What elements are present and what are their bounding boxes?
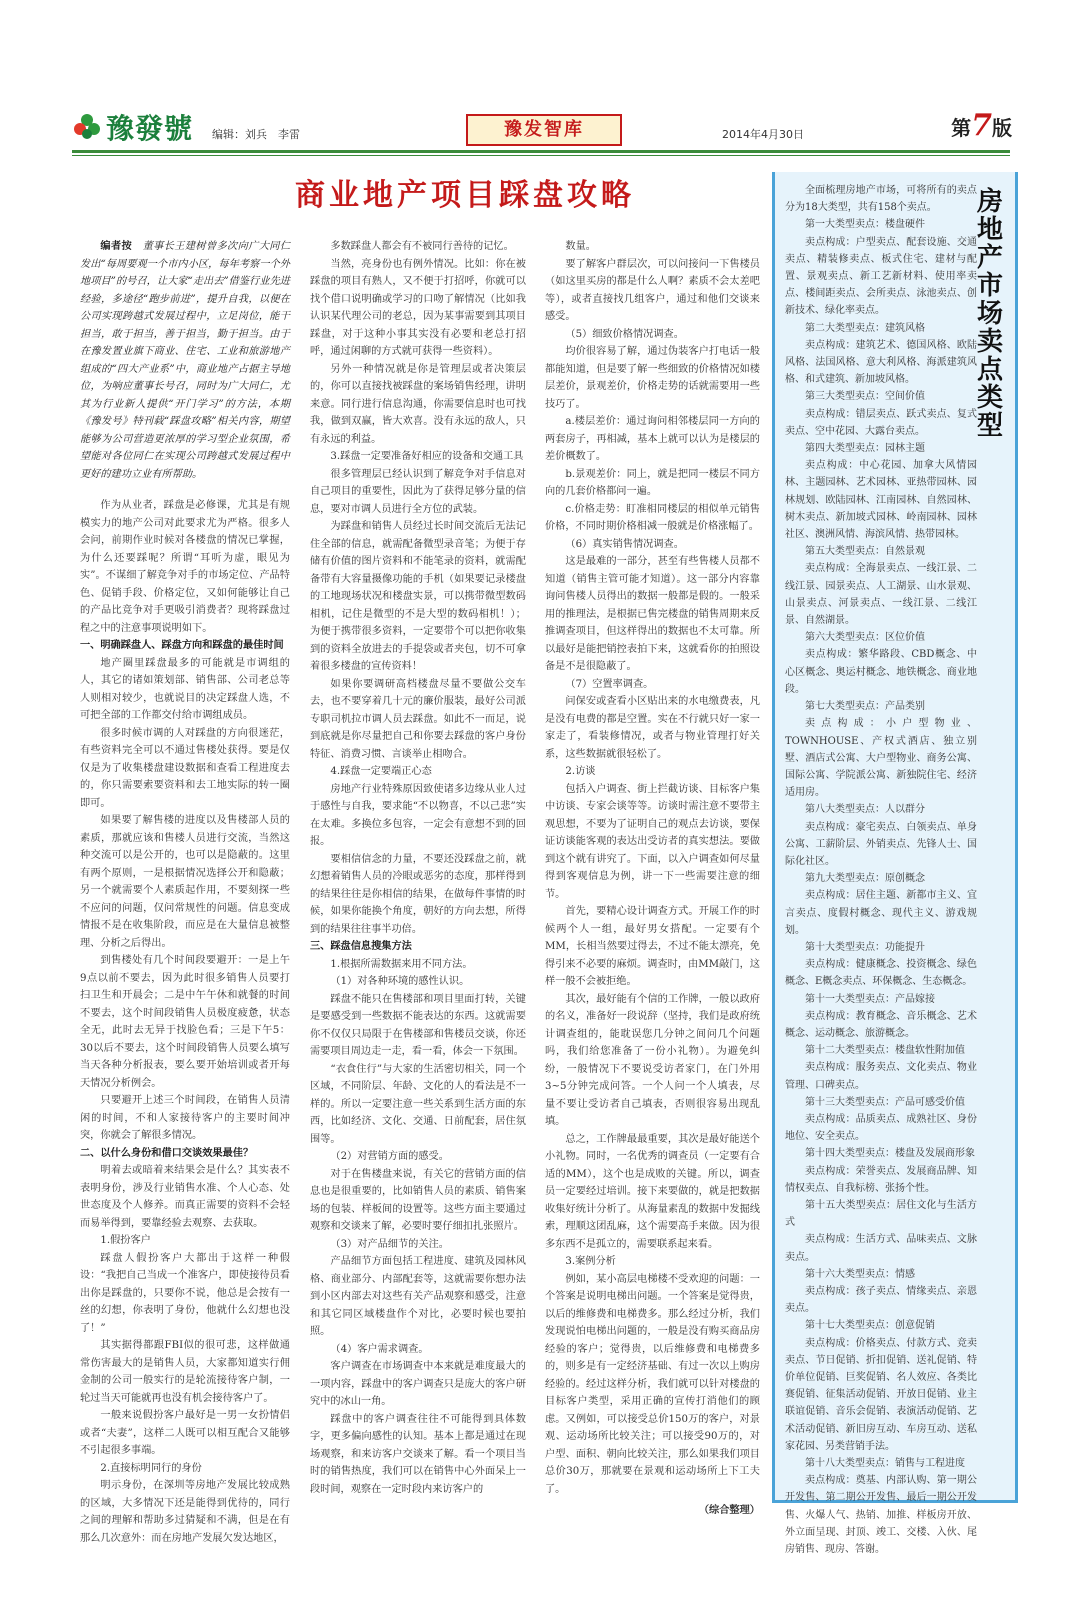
category-heading: 第十大类型卖点：功能提升 [805, 941, 925, 953]
article-column-1 [80, 238, 291, 1544]
paragraph: 明着去或暗着来结果会是什么？其实表不表明身份，涉及行业销售水准、个人心态、处世态度及个人修养。而真正需要的资料不会轻而易举得到，要靠经验去观察、去获取。 [80, 1165, 290, 1229]
paragraph: 均价很容易了解，通过伪装客户打电话一般都能知道，但是要了解一些细致的价格情况如楼层差价，景观差价，价格走势的话就需要用一些技巧了。 [545, 346, 760, 410]
sidebar-paragraph: 卖点构成：小户型物业、TOWNHOUSE、产权式酒店、独立别墅、酒店式公寓、大户型物业、商务公寓、国际公寓、学院派公寓、新独院住宅、经济适用房。 [785, 718, 977, 799]
category-heading: 第五大类型卖点：自然景观 [805, 546, 925, 558]
sidebar-paragraph: 卖点构成：价格卖点、付款方式、竞卖卖点、节日促销、折扣促销、送礼促销、特价单位促销、巨奖促销、名人效应、各类比赛促销、征集活动促销、开放日促销、业主联谊促销、音乐会促销、表演活动促销、艺术活动促销、新旧房互动、车房互动、送私家花园、另类营销手法。 [785, 1337, 977, 1452]
paragraph: 首先，要精心设计调查方式。开展工作的时候两个人一组，最好男女搭配。一定要有个MM，长相当然要过得去，不过不能太漂亮，免得引来不必要的麻烦。调查时，由MM敲门，这样一般不会被拒绝。 [545, 906, 760, 987]
sidebar-paragraph: 卖点构成：教育概念、音乐概念、艺术概念、运动概念、旅游概念。 [785, 1010, 977, 1039]
category-heading: 第四大类型卖点：园林主题 [805, 443, 925, 455]
paragraph: 踩盘不能只在售楼部和项目里面打转，关键是要感受到一些数据不能表达的东西。这就需要你不仅仅只局限于在售楼部和售楼员交谈，你还需要项目周边走一走，看一看，体会一下氛围。 [310, 993, 526, 1057]
category-heading: 第七大类型卖点：产品类别 [805, 701, 925, 713]
paragraph: 到售楼处有几个时间段要避开：一是上午9点以前不要去，因为此时很多销售人员要打扫卫生和开晨会；二是中午午休和就餐的时间不要去，这个时间段销售人员极度疲惫，状态全无，此时去无异于找脸色看；三是下午5：30以后不要去，这个时间段销售人员要么填写当天各种分析报表，要么要开始培训或者开每天情况分析例会。 [80, 955, 290, 1089]
editor-note [80, 238, 290, 483]
header-rule-thin [72, 155, 1010, 156]
sidebar-paragraph: 卖点构成：孩子卖点、情缘卖点、亲恩卖点。 [785, 1286, 977, 1315]
category-heading: 第十六大类型卖点：情感 [805, 1268, 915, 1280]
paragraph: 如果你要调研高档楼盘尽量不要做公交车去，也不要穿着几十元的廉价服装，最好公司派专职司机拉市调人员去踩盘。如此不一而足，说到底就是你尽量把自己和你要去踩盘的客户身份特征、消费习惯、言谈举止相吻合。 [310, 678, 526, 760]
paragraph: 踩盘人假扮客户大都出于这样一种假设：“我把自己当成一个准客户，即使接待员看出你是踩盘的，只要你不说，他总是会按有一丝的幻想，你表明了身份，他就什么幻想也没了！” [80, 1252, 290, 1334]
sidebar-paragraph: 卖点构成：健康概念、投资概念、绿色概念、E概念卖点、环保概念、生态概念。 [785, 959, 977, 988]
sidebar-paragraph: 卖点构成：建筑艺术、德国风格、欧陆风格、法国风格、意大利风格、海派建筑风格、和式建筑、新加坡风格。 [785, 339, 977, 386]
paragraph: 2.直接标明同行的身份 [100, 1462, 202, 1474]
sidebar-paragraph: 卖点构成：繁华路段、CBD概念、中心区概念、奥运村概念、地铁概念、商业地段。 [785, 649, 977, 695]
article-column-2 [310, 238, 526, 1498]
category-heading: 第十四大类型卖点：楼盘及发展商形象 [805, 1148, 975, 1160]
sidebar-paragraph: 卖点构成：生活方式、品味卖点、文脉卖点。 [785, 1234, 977, 1263]
paragraph: 要相信信念的力量，不要还没踩盘之前，就幻想着销售人员的冷眼或恶劣的态度，那样得到的结果往往是你相信的结果，在做每件事情的时候，如果你能换个角度，朝好的方向去想，所得到的结果往往事半功倍。 [310, 853, 526, 935]
section-heading: 一、明确踩盘人、踩盘方向和踩盘的最佳时间 [80, 640, 284, 651]
sidebar-paragraph: 卖点构成：奠基、内部认购、第一期公开发售、第二期公开发售、最后一期公开发售、火爆人气、热销、加推、样板房开放、外立面呈现、封顶、竣工、交楼、入伙、尾房销售、现房、答谢。 [785, 1475, 977, 1556]
sidebar-paragraph: 卖点构成：全海景卖点、一线江景、二线江景、园景卖点、人工湖景、山水景观、山景卖点、河景卖点、一线江景、二线江景、自然湖景。 [785, 563, 977, 627]
sidebar-paragraph: 卖点构成：户型卖点、配套设施、交通卖点、精装修卖点、板式住宅、建材与配置、景观卖点、新工艺新材料、使用率卖点、楼间距卖点、会所卖点、泳池卖点、创新技术、绿化率卖点。 [785, 236, 977, 317]
logo-text: 豫發號 [106, 112, 194, 145]
column-1-body [80, 497, 290, 1547]
paragraph: 作为从业者，踩盘是必修课，尤其是有规模实力的地产公司对此要求尤为严格。很多人会问，前期作业时候对各楼盘的情况已掌握，为什么还要踩呢？所谓“耳听为虚，眼见为实”。不谋细了解竞争对手的市场定位、产品特色、促销手段、价格定位，又如何能够让自己的产品比竞争对手更吸引消费者？现将踩盘过程之中的注意事项说明如下。 [80, 500, 290, 634]
masthead [72, 108, 1012, 146]
paragraph: （1）对各种环境的感性认识。 [330, 976, 470, 987]
sidebar-title: 房地产市场卖点类型 [976, 187, 1003, 441]
paragraph: 这是最难的一部分，甚至有些售楼人员都不知道（销售主管可能才知道）。这一部分内容靠询问售楼人员得出的数据一般都是假的。一般采用的推理法，是根据已售完楼盘的销售周期来反推调查项目，但这样得出的数据也不太可靠。所以最好是能把销控表拍下来，这就看你的拍照设备是不是很隐蔽了。 [545, 556, 760, 672]
sidebar-paragraph: 卖点构成：服务卖点、文化卖点、物业管理、口碑卖点。 [785, 1062, 977, 1091]
section-heading: 二、以什么身份和借口交谈效果最佳？ [80, 1147, 254, 1159]
sidebar-box [772, 172, 1018, 1556]
column-3-body [545, 238, 760, 1498]
page-prefix: 第 [951, 116, 972, 140]
paragraph: （6）真实销售情况调查。 [565, 538, 684, 550]
paragraph: （2）对营销方面的感受。 [330, 1151, 449, 1162]
paragraph: （4）客户需求调查。 [330, 1343, 429, 1355]
paragraph: 客户调查在市场调查中本来就是难度最大的一项内容，踩盘中的客户调查只是庞大的客户研究中的冰山一角。 [310, 1361, 526, 1407]
paragraph: 很多管理层已经认识到了解竞争对手信息对自己项目的重要性，因此为了获得足够分量的信息，要对市调人员进行全方位的武装。 [310, 468, 526, 515]
paragraph: 房地产行业特殊原因致使诸多边缘从业人过于感性与自我，要求能“不以物喜，不以己悲”实在太难。多换位多包容，一定会有意想不到的回报。 [310, 783, 526, 847]
paragraph: 要了解客户群层次，可以问接问一下售楼员（如这里买房的都是什么人啊？素质不会太差吧等），或者直接找几组客户，通过和他们交谈来感受。 [545, 258, 760, 322]
sidebar-paragraph: 全面梳理房地产市场，可将所有的卖点分为18大类型，共有158个卖点。 [785, 185, 977, 214]
paragraph: 为踩盘和销售人员经过长时间交流后无法记住全部的信息，就需配备微型录音笔；为便于存储有价值的图片资料和不能笔录的资料，就需配备带有大容量摄像功能的手机（如果要记录楼盘的工地现场状况和楼盘实景，可以携带微型数码相机，记住是微型的不是大型的数码相机！）；为便于携带很多资料，一定要带个可以把你收集到的资料全放进去的手提袋或者夹包，切不可拿着很多楼盘的宣传资料！ [310, 521, 526, 672]
paragraph: “衣食住行”与大家的生活密切相关，同一个区域，不同阶层、年龄、文化的人的看法是不一样的。所以一定要注意一些关系到生活方面的东西，比如经济、文化、交通、日前配套，居住氛围等。 [310, 1063, 526, 1145]
logo [72, 110, 193, 144]
paragraph: a.楼层差价：通过询问相邻楼层同一方向的两套房子，再相减，基本上就可以认为是楼层的差价概数了。 [545, 416, 760, 462]
article-headline: 商业地产项目踩盘攻略 [295, 178, 635, 213]
editor-credit: 编辑：刘兵 李雷 [212, 128, 300, 141]
category-heading: 第十八大类型卖点：销售与工程进度 [805, 1458, 965, 1470]
page-suffix: 版 [992, 116, 1012, 140]
column-2-body [310, 238, 526, 1498]
paragraph: 产品细节方面包括工程进度、建筑及园林风格、商业部分、内部配套等，这就需要你想办法到小区内部去对这些有关产品观察和感受，注意和其它同区域楼盘作个对比，必要时候也要拍照。 [310, 1256, 526, 1337]
paragraph: （7）空置率调查。 [565, 678, 654, 690]
paragraph: 只要避开上述三个时间段，在销售人员清闲的时间，不和人家接待客户的主要时间冲突，你就会了解很多情况。 [80, 1095, 290, 1141]
section-heading: 三、踩盘信息搜集方法 [310, 941, 412, 952]
sidebar-paragraph: 卖点构成：品质卖点、成熟社区、身份地位、安全卖点。 [785, 1113, 977, 1143]
issue-date: 2014年4月30日 [722, 128, 804, 141]
paragraph: 明示身份，在深圳等房地产发展比较成熟的区域，大多情况下还是能得到优待的，同行之间的理解和帮助多过猜疑和不满，但是在有那么几次意外：而在房地产发展欠发达地区， [80, 1480, 290, 1544]
paragraph: 2.访谈 [565, 766, 596, 777]
article-column-3 [545, 238, 760, 1516]
paragraph: （5）细致价格情况调查。 [565, 328, 684, 340]
sidebar-paragraph: 卖点构成：错层卖点、跃式卖点、复式卖点、空中花园、大露台卖点。 [785, 408, 977, 437]
paragraph: 包括入户调查、街上拦截访谈、目标客户集中访谈、专家会谈等等。访谈时需注意不要带主观思想，不要为了证明自己的观点去访谈，要保证访谈能客观的表达出受访者的真实想法。要做到这个就有讲究了。下面，以入户调查如何尽量得到客观信息为例，讲一下一些需要注意的细节。 [545, 783, 760, 900]
category-heading: 第十二大类型卖点：楼盘软性附加值 [805, 1045, 965, 1057]
paragraph: 地产圈里踩盘最多的可能就是市调组的人，其它的诸如策划部、销售部、公司老总等人则相对较少，也就说目的决定踩盘人选，不可把全部的工作都交付给市调组成员。 [80, 657, 290, 721]
sidebar-paragraph: 卖点构成：居住主题、新都市主义、宜言卖点、度假村概念、现代主义、游戏规划。 [785, 890, 977, 936]
category-heading: 第十一大类型卖点：产品嫁接 [805, 993, 935, 1005]
category-heading: 第十七大类型卖点：创意促销 [805, 1320, 935, 1332]
editor-note-label: 编者按 [100, 240, 133, 252]
paragraph: 当然，亮身份也有例外情况。比如：你在被踩盘的项目有熟人，又不便于打招呼，你就可以找个借口说明确或学习的口吻了解情况（比如我认识某代理公司的老总，因为某事需要到其项目踩盘，对于这种小事其实没有必要和老总打招呼，通过闲聊的方式就可获得一些资料）。 [310, 258, 526, 357]
sidebar-paragraph: 卖点构成：豪宅卖点、白领卖点、单身公寓、工薪阶层、外销卖点、先锋人士、国际化社区。 [785, 821, 977, 867]
paragraph: 例如，某小高层电梯楼不受欢迎的问题：一个答案是说明电梯出问题。一个答案是觉得贵，以后的维修费和电梯费多。那么经过分析，我们发现说怕电梯出问题的，一般是没有购买商品房经验的客户；觉得贵，以后维修费和电梯费多的，则多是有一定经济基础、有过一次以上购房经验的。经过这样分析，我们就可以针对楼盘的目标客户类型，采用正确的宣传打消他们的顾虑。又例如，可以接受总价150万的客户，对景观、运动场所比较关注；可以接受90万的，对户型、面积、朝向比较关注，那么如果我们项目总价30万，那就要在景观和运动场所上下工夫了。 [545, 1273, 760, 1495]
category-heading: 第二大类型卖点：建筑风格 [805, 322, 925, 334]
paragraph: 一般来说假扮客户最好是一男一女扮情侣或者“夫妻”，这样二人既可以相互配合又能够不引起很多事端。 [80, 1410, 290, 1456]
paragraph: 踩盘中的客户调查往往不可能得到具体数字，更多偏向感性的认知。基本上都是通过在现场观察，和来访客户交谈来了解。看一个项目当时的销售热度，我们可以在销售中心外面呆上一段时间，观察在一定时段内来访客户的 [310, 1413, 526, 1495]
paragraph: 问保安或查看小区贴出来的水电缴费表，凡是没有电费的都是空置。实在不行就只好一家一家走了，看装修情况，或者与物业管理打好关系，这些数据就很轻松了。 [545, 696, 760, 760]
paragraph: b.景观差价：同上，就是把同一楼层不同方向的几套价格都问一遍。 [545, 468, 760, 497]
paragraph: 对于在售楼盘来说，有关它的营销方面的信息也是很重要的，比如销售人员的素质、销售案场的包装、样板间的设置等。这些方面主要通过观察和交谈来了解，必要时要仔细扣扎张照片。 [310, 1168, 526, 1232]
paragraph: 3.踩盘一定要准备好相应的设备和交通工具 [330, 451, 524, 462]
paragraph: 4.踩盘一定要端正心态 [330, 766, 432, 777]
paragraph: c.价格走势：盯准相同楼层的相似单元销售价格，不同时期价格相减一般就是价格涨幅了。 [545, 503, 760, 532]
paragraph: 多数踩盘人都会有不被同行善待的记忆。 [330, 241, 514, 252]
paragraph: 其次，最好能有个信的工作牌，一般以政府的名义，准备好一段说辞（坚持，我们是政府统计调查组的，能耽误您几分钟之间问几个问题吗，我们给您准备了一份小礼物）。为避免纠纷，一般情况下不要说受访者家门，在门外用3~5分钟完成问答。一个人问一个人填表，尽量不要让受访者自己填表，否则很容易出现乱填。 [545, 993, 760, 1127]
leaf-icon [72, 112, 102, 142]
section-title: 豫发智库 [466, 114, 622, 146]
header-rule [72, 150, 1010, 153]
category-heading: 第十三大类型卖点：产品可感受价值 [805, 1096, 965, 1108]
category-heading: 第一大类型卖点：楼盘硬件 [805, 219, 925, 231]
paragraph: 1.假扮客户 [100, 1235, 151, 1246]
article-signature: （综合整理） [698, 1504, 760, 1516]
paragraph: 数量。 [565, 241, 596, 252]
category-heading: 第六大类型卖点：区位价值 [805, 632, 925, 644]
paragraph: 总之，工作牌最最重要，其次是最好能送个小礼物。同时，一名优秀的调查员（一定要有合适的MM），这个也是成败的关键。所以，调查员一定要经过培训。接下来要做的，就是把数据收集好统计分析了。从海量素乱的数据中发掘线索，理顺这团乱麻，这个需要高手来做。因为很多东西不是孤立的，需要联系起来看。 [545, 1133, 760, 1250]
paragraph: 如果要了解售楼的进度以及售楼部人员的素质，那就应该和售楼人员进行交流，当然这种交流可以是公开的，也可以是隐蔽的。这里有两个原则，一是根据情况选择公开和隐蔽；另一个就需要个人素质起作用，不要刻探一些不应问的问题，仅问常规性的问题。信息变成情报不是在收集阶段，而应是在大量信息被整理、分析之后得出。 [80, 815, 290, 949]
sidebar-body [785, 182, 977, 1558]
paragraph: （3）对产品细节的关注。 [330, 1238, 449, 1250]
editor-note-text: 董事长王建树曾多次向广大同仁发出“每周要观一个市内小区，每年考察一个外地项目”的号召，让大家“走出去”借鉴行业先进经验，多途径“跑步前进”，提升自我，以便在公司实现跨越式发展过程中，立足岗位，能干担当，敢于担当，善于担当，勤于担当。由于在豫发置业旗下商业、住宅、工业和旅游地产组成的“四大产业系”中，商业地产占据主导地位，为响应董事长号召，同时为广大同仁，尤其为行业新人提供“开门学习”的方法，本期《豫发号》特刊载“踩盘攻略”相关内容，期望能够为公司营造更浓厚的学习型企业氛围，希望能对各位同仁在实现公司跨越式发展过程中更好的建功立业有所帮助。 [80, 241, 291, 480]
paragraph: 3.案例分析 [565, 1256, 616, 1267]
sidebar-paragraph: 卖点构成：荣誉卖点、发展商品牌、知情权卖点、自我标榜、张扬个性。 [785, 1165, 977, 1194]
paragraph: 很多时候市调的人对踩盘的方向很迷茫，有些资料完全可以不通过售楼处获得。要是仅仅是为了收集楼盘建设数据和查看工程进度去的，你只需要索要资料和去工地实际的转一圈即可。 [80, 727, 290, 809]
category-heading: 第九大类型卖点：原创概念 [805, 873, 925, 885]
paragraph: 其实据得都跟FBI似的很可悲，这样做通常伤害最大的是销售人员，大家都知道实行佣金制的公司一般实行的是轮流接待客户制，一轮过当天可能就再也没有机会接待客户了。 [80, 1340, 290, 1404]
category-heading: 第八大类型卖点：人以群分 [805, 804, 925, 816]
sidebar-paragraph: 卖点构成：中心花园、加拿大风情园林、主题园林、艺术园林、亚热带园林、园林规划、欧陆园林、江南园林、自然园林、树木卖点、新加坡式园林、岭南园林、园林社区、澳洲风情、海滨风情、热带园林。 [785, 460, 977, 541]
page-number [951, 108, 1012, 143]
paragraph: 另外一种情况就是你是管理层或者决策层的，你可以直接找被踩盘的案场销售经理，讲明来意。同行进行信息沟通，你需要信息时也可找我，做到双赢，皆大欢喜。没有永远的敌人，只有永远的利益。 [310, 363, 526, 445]
page-num: 7 [971, 108, 992, 143]
category-heading: 第十五大类型卖点：居住文化与生活方式 [785, 1199, 977, 1229]
paragraph: 1.根据所需数据来用不同方法。 [330, 958, 473, 970]
category-heading: 第三大类型卖点：空间价值 [805, 391, 925, 403]
